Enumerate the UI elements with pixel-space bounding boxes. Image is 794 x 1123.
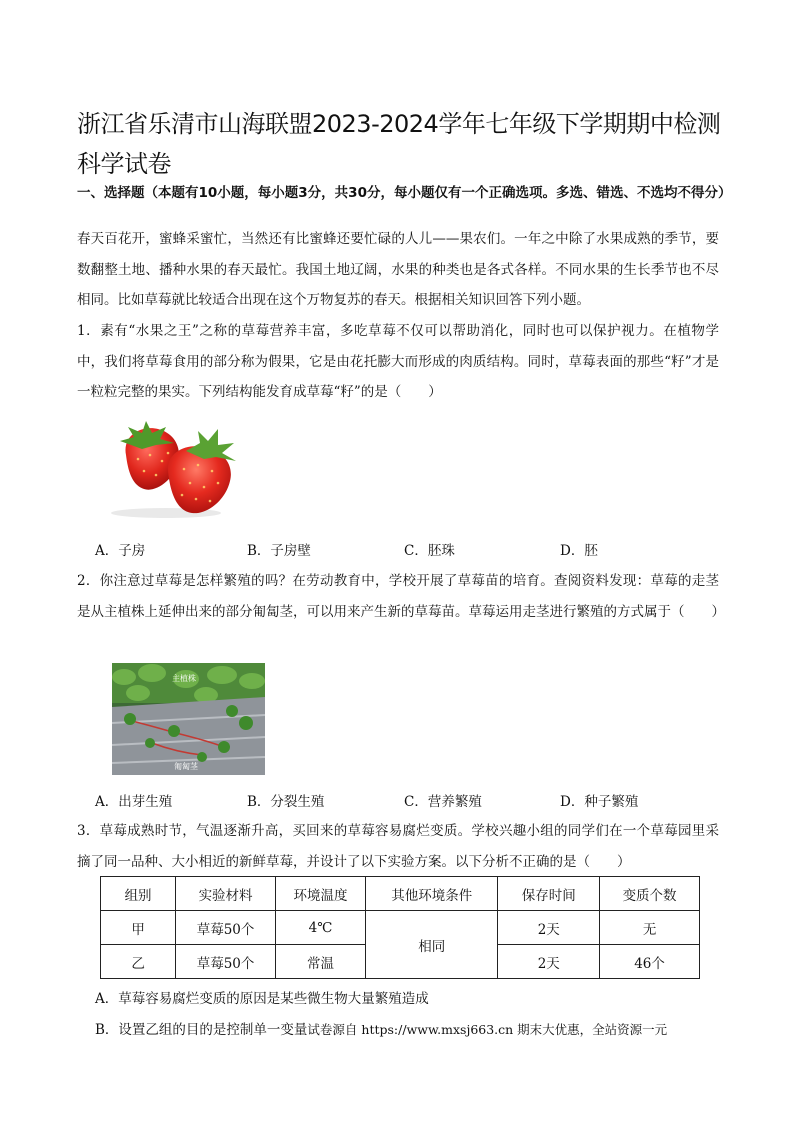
- exam-title: 浙江省乐清市山海联盟2023-2024学年七年级下学期期中检测科学试卷: [77, 110, 721, 178]
- table-header-cell: 变质个数: [600, 877, 700, 911]
- table-cell: 常温: [275, 945, 365, 979]
- table-cell: 2天: [498, 911, 600, 945]
- q3-option-b[interactable]: B．设置乙组的目的是控制单一变量: [95, 1022, 308, 1038]
- experiment-table: [100, 876, 700, 979]
- q1-option-b[interactable]: B．子房壁: [247, 543, 311, 559]
- main-plant-label: 主植株: [172, 674, 196, 683]
- q2-option-a[interactable]: A．出芽生殖: [95, 794, 173, 810]
- table-header-cell: 实验材料: [176, 877, 276, 911]
- table-header-row: [101, 877, 700, 911]
- question-3-stem: 3．草莓成熟时节，气温逐渐升高，买回来的草莓容易腐烂变质。学校兴趣小组的同学们在一个草莓园里采摘了同一品种、大小相近的新鲜草莓，并设计了以下实验方案。以下分析不正确的是（ ）: [77, 823, 719, 870]
- q3-option-a[interactable]: A．草莓容易腐烂变质的原因是某些微生物大量繁殖造成: [95, 991, 429, 1007]
- strawberry-image: [108, 415, 248, 520]
- table-cell: 草莓50个: [176, 945, 276, 979]
- table-cell: 4℃: [275, 911, 365, 945]
- table-header-cell: 组别: [101, 877, 176, 911]
- intro-paragraph: 春天百花开，蜜蜂采蜜忙，当然还有比蜜蜂还要忙碌的人儿——果农们。一年之中除了水果成熟的季节，要数翻整土地、播种水果的春天最忙。我国土地辽阔，水果的种类也是各式各样。不同水果的生长季节也不尽相同。比如草莓就比较适合出现在这个万物复苏的春天。根据相关知识回答下列小题。: [77, 231, 719, 308]
- table-cell: 乙: [101, 945, 176, 979]
- table-cell: 甲: [101, 911, 176, 945]
- table-cell: 2天: [498, 945, 600, 979]
- table-cell-merged: 相同: [366, 911, 498, 979]
- runner-label: 匍匐茎: [174, 762, 198, 771]
- q1-option-c[interactable]: C．胚珠: [404, 543, 455, 559]
- table-cell: 46个: [600, 945, 700, 979]
- q3-option-b-line: [95, 1018, 667, 1038]
- q1-option-d[interactable]: D．胚: [560, 543, 598, 559]
- q2-option-d[interactable]: D．种子繁殖: [560, 794, 639, 810]
- table-header-cell: 其他环境条件: [366, 877, 498, 911]
- q2-option-c[interactable]: C．营养繁殖: [404, 794, 482, 810]
- table-header-cell: 环境温度: [275, 877, 365, 911]
- question-2-stem: 2．你注意过草莓是怎样繁殖的吗？在劳动教育中，学校开展了草莓苗的培育。查阅资料发现：草莓的走茎是从主植株上延伸出来的部分匍匐茎，可以用来产生新的草莓苗。草莓运用走茎进行繁殖的方式属于（ ）: [77, 573, 725, 620]
- question-2-options: [95, 790, 695, 812]
- table-cell: 草莓50个: [176, 911, 276, 945]
- question-1-options: [95, 539, 695, 561]
- section-heading: 一、选择题（本题有10小题，每小题3分，共30分，每小题仅有一个正确选项。多选、错选、不选均不得分）: [77, 185, 732, 201]
- watermark-text: 试卷源自 https://www.mxsj663.cn 期末大优惠，全站资源一元: [307, 1022, 668, 1037]
- q1-option-a[interactable]: A．子房: [95, 543, 146, 559]
- table-cell: 无: [600, 911, 700, 945]
- q2-option-b[interactable]: B．分裂生殖: [247, 794, 325, 810]
- strawberry-field-image: [112, 663, 265, 775]
- table-row: [101, 911, 700, 945]
- question-1-stem: 1．素有“水果之王”之称的草莓营养丰富，多吃草莓不仅可以帮助消化，同时也可以保护视力。在植物学中，我们将草莓食用的部分称为假果，它是由花托膨大而形成的肉质结构。同时，草莓表面的那些“籽”才是一粒粒完整的果实。下列结构能发育成草莓“籽”的是（ ）: [77, 323, 719, 400]
- table-header-cell: 保存时间: [498, 877, 600, 911]
